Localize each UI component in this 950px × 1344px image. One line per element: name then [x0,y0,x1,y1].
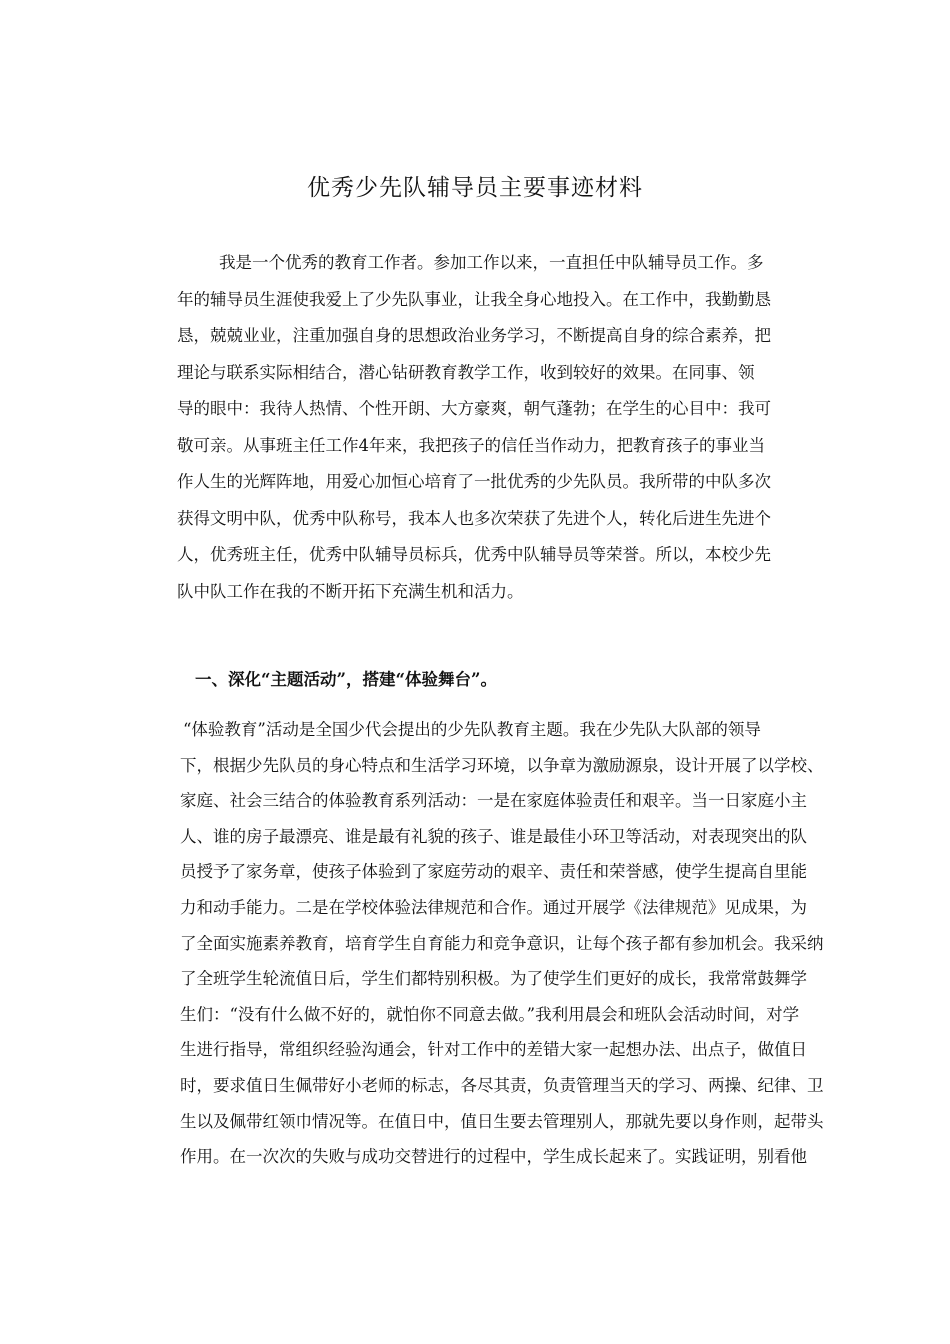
paragraph-line: 力和动手能力。二是在学校体验法律规范和合作。通过开展学《法律规范》见成果，为 [180,897,807,917]
paragraph-line: 了全面实施素养教育，培育学生自育能力和竞争意识，让每个孩子都有参加机会。我采纳 [180,933,824,953]
paragraph-line: 恳，兢兢业业，注重加强自身的思想政治业务学习，不断提高自身的综合素养，把 [177,326,771,345]
paragraph-line: 我是一个优秀的教育工作者。参加工作以来，一直担任中队辅导员工作。多 [219,253,764,272]
paragraph-line: 作用。在一次次的失败与成功交替进行的过程中，学生成长起来了。实践证明，别看他 [180,1147,807,1167]
paragraph-line: 了全班学生轮流值日后，学生们都特别积极。为了使学生们更好的成长，我常常鼓舞学 [180,969,807,989]
section-paragraph [180,712,824,1175]
paragraph-line: 人，优秀班主任，优秀中队辅导员标兵，优秀中队辅导员等荣誉。所以，本校少先 [177,545,771,564]
paragraph-line: 队中队工作在我的不断开拓下充满生机和活力。 [177,581,524,601]
paragraph-line: “体验教育”活动是全国少代会提出的少先队教育主题。我在少先队大队部的领导 [183,720,761,739]
paragraph-line: 生以及佩带红领巾情况等。在值日中，值日生要去管理别人，那就先要以身作则，起带头 [180,1111,824,1131]
paragraph-line: 年的辅导员生涯使我爱上了少先队事业，让我全身心地投入。在工作中，我勤勤恳 [177,289,771,309]
paragraph-line: 导的眼中：我待人热情、个性开朗、大方豪爽，朝气蓬勃；在学生的心目中：我可 [177,399,771,418]
paragraph-line: 理论与联系实际相结合，潜心钻研教育教学工作，收到较好的效果。在同事、领 [177,362,755,382]
intro-paragraph [177,245,797,610]
paragraph-line: 获得文明中队，优秀中队称号，我本人也多次荣获了先进个人，转化后进生先进个 [177,508,771,528]
paragraph-line: 生们：“没有什么做不好的，就怕你不同意去做。”我利用晨会和班队会活动时间，对学 [180,1004,800,1024]
paragraph-line: 生进行指导，常组织经验沟通会，针对工作中的差错大家一起想办法、出点子，做值日 [180,1040,807,1060]
paragraph-line: 人、谁的房子最漂亮、谁是最有礼貌的孩子、谁是最佳小环卫等活动，对表现突出的队 [180,826,807,846]
paragraph-line: 作人生的光辉阵地，用爱心加恒心培育了一批优秀的少先队员。我所带的中队多次 [177,472,771,491]
paragraph-line: 敬可亲。从事班主任工作4年来，我把孩子的信任当作动力，把教育孩子的事业当 [177,435,765,455]
paragraph-line: 时，要求值日生佩带好小老师的标志，各尽其责，负责管理当天的学习、两操、纪律、卫 [180,1075,824,1095]
paragraph-line: 员授予了家务章，使孩子体验到了家庭劳动的艰辛、责任和荣誉感，使学生提高自里能 [180,862,807,882]
paragraph-line: 下，根据少先队员的身心特点和生活学习环境，以争章为激励源泉，设计开展了以学校、 [180,755,824,775]
document-title: 优秀少先队辅导员主要事迹材料 [307,175,643,201]
paragraph-line: 家庭、社会三结合的体验教育系列活动：一是在家庭体验责任和艰辛。当一日家庭小主 [180,791,807,811]
section-heading: 一、深化“主题活动”，搭建“体验舞台”。 [195,670,497,689]
